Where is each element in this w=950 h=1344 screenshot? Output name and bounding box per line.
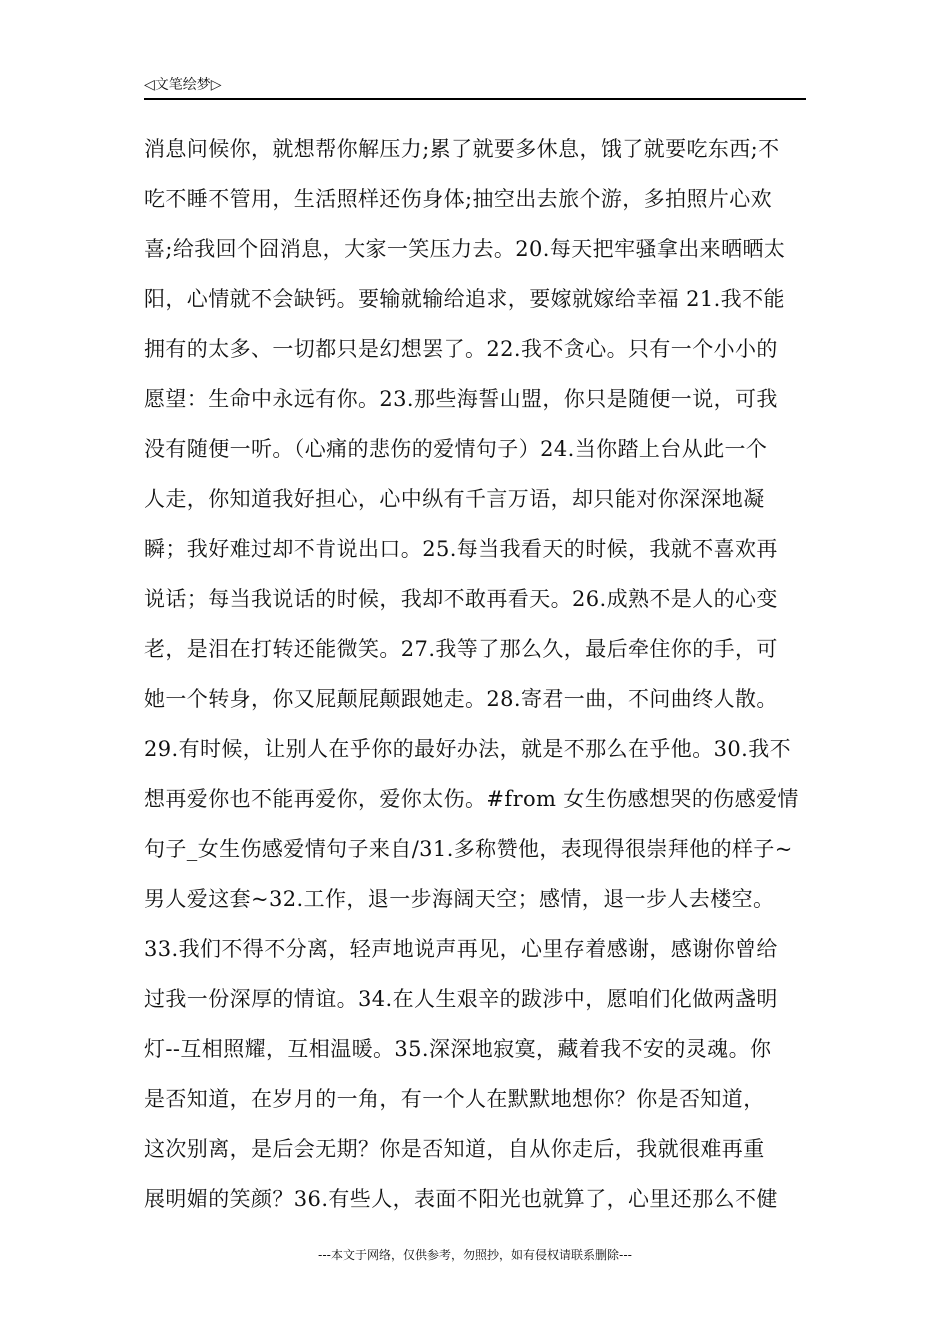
body-line: 愿望：生命中永远有你。23.那些海誓山盟，你只是随便一说，可我 bbox=[144, 387, 778, 411]
body-line: 想再爱你也不能再爱你，爱你太伤。#from 女生伤感想哭的伤感爱情 bbox=[144, 787, 799, 811]
body-line: 说话；每当我说话的时候，我却不敢再看天。26.成熟不是人的心变 bbox=[144, 587, 778, 611]
body-line: 阳，心情就不会缺钙。要输就输给追求，要嫁就嫁给幸福 21.我不能 bbox=[144, 287, 785, 311]
body-line: 过我一份深厚的情谊。34.在人生艰辛的跋涉中，愿咱们化做两盏明 bbox=[144, 987, 778, 1011]
page-footer: ---本文于网络，仅供参考，勿照抄，如有侵权请联系删除--- bbox=[318, 1248, 632, 1262]
body-line: 喜;给我回个囧消息，大家一笑压力去。20.每天把牢骚拿出来晒晒太 bbox=[144, 237, 786, 261]
body-line: 展明媚的笑颜？36.有些人，表面不阳光也就算了，心里还那么不健 bbox=[144, 1187, 778, 1211]
body-line: 是否知道，在岁月的一角，有一个人在默默地想你？你是否知道， bbox=[144, 1087, 765, 1111]
body-line: 29.有时候，让别人在乎你的最好办法，就是不那么在乎他。30.我不 bbox=[144, 737, 791, 761]
body-line: 吃不睡不管用，生活照样还伤身体;抽空出去旅个游，多拍照片心欢 bbox=[144, 187, 773, 211]
header-title: ◁文笔绘梦▷ bbox=[144, 77, 222, 93]
body-line: 这次别离，是后会无期？你是否知道，自从你走后，我就很难再重 bbox=[144, 1137, 765, 1161]
body-line: 瞬；我好难过却不肯说出口。25.每当我看天的时候，我就不喜欢再 bbox=[144, 537, 778, 561]
body-line: 拥有的太多、一切都只是幻想罢了。22.我不贪心。只有一个小小的 bbox=[144, 337, 778, 361]
body-line: 消息问候你，就想帮你解压力;累了就要多休息，饿了就要吃东西;不 bbox=[144, 137, 780, 161]
document-body bbox=[144, 130, 824, 1230]
body-line: 灯--互相照耀，互相温暖。35.深深地寂寞，藏着我不安的灵魂。你 bbox=[144, 1037, 772, 1061]
body-line: 她一个转身，你又屁颠屁颠跟她走。28.寄君一曲，不问曲终人散。 bbox=[144, 687, 778, 711]
body-line: 男人爱这套~32.工作，退一步海阔天空；感情，退一步人去楼空。 bbox=[144, 887, 775, 911]
body-line: 老，是泪在打转还能微笑。27.我等了那么久，最后牵住你的手，可 bbox=[144, 637, 778, 661]
body-line: 句子_女生伤感爱情句子来自/31.多称赞他，表现得很崇拜他的样子~ bbox=[144, 837, 793, 861]
body-line: 33.我们不得不分离，轻声地说声再见，心里存着感谢，感谢你曾给 bbox=[144, 937, 778, 961]
page-header bbox=[144, 74, 806, 100]
body-line: 人走，你知道我好担心，心中纵有千言万语，却只能对你深深地凝 bbox=[144, 487, 765, 511]
body-line: 没有随便一听。（心痛的悲伤的爱情句子）24.当你踏上台从此一个 bbox=[144, 437, 768, 461]
